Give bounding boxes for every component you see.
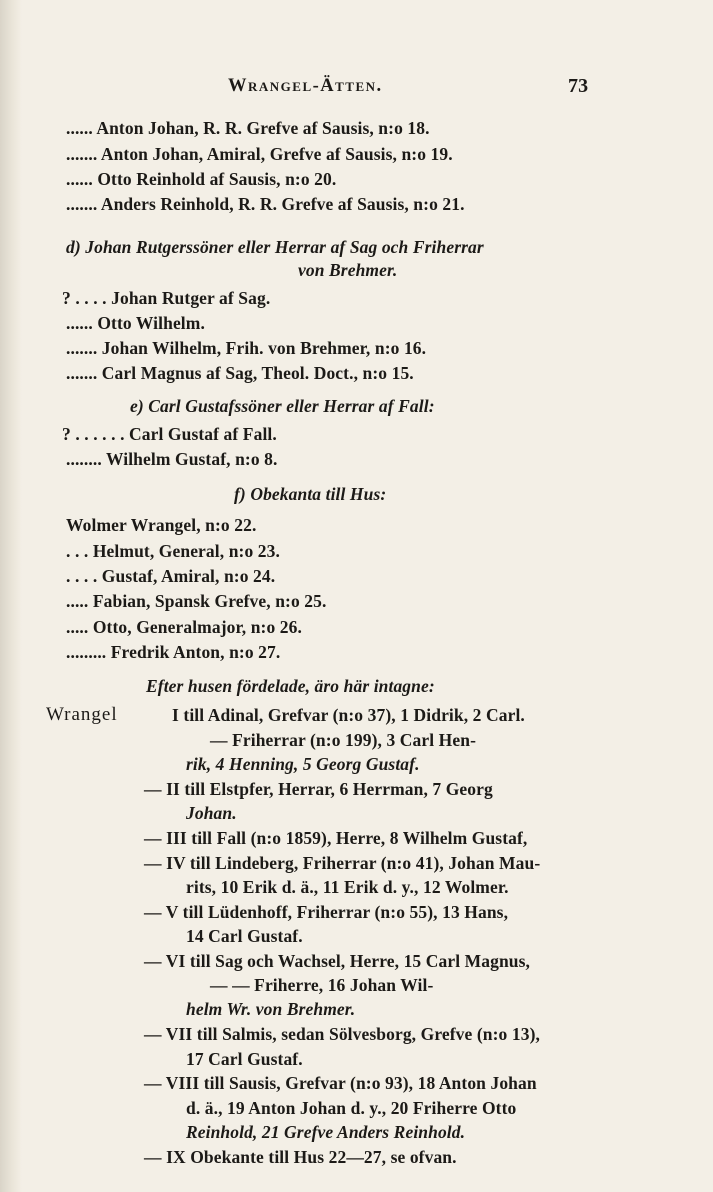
- section-heading: d) Johan Rutgerssöner eller Herrar af Sag och Friherrar: [66, 237, 484, 257]
- section-heading: f) Obekanta till Hus:: [234, 484, 387, 504]
- running-header: Wrangel-Ätten.: [228, 76, 383, 96]
- genealogy-line: . . . . Gustaf, Amiral, n:o 24.: [66, 566, 276, 586]
- appendix-line: — IX Obekante till Hus 22—27, se ofvan.: [144, 1147, 457, 1167]
- genealogy-line: ...... Otto Wilhelm.: [66, 313, 205, 333]
- appendix-line: — II till Elstpfer, Herrar, 6 Herrman, 7 Georg: [144, 779, 493, 799]
- appendix-line: — IV till Lindeberg, Friherrar (n:o 41), Johan Mau-: [144, 853, 541, 873]
- family-label: Wrangel: [46, 704, 118, 725]
- appendix-line: — V till Lüdenhoff, Friherrar (n:o 55), 13 Hans,: [144, 902, 509, 922]
- genealogy-line: . . . Helmut, General, n:o 23.: [66, 541, 280, 561]
- genealogy-line: ...... Otto Reinhold af Sausis, n:o 20.: [66, 169, 337, 189]
- appendix-line: I till Adinal, Grefvar (n:o 37), 1 Didrik, 2 Carl.: [172, 705, 525, 725]
- section-heading: von Brehmer.: [298, 260, 398, 280]
- appendix-line: — VIII till Sausis, Grefvar (n:o 93), 18 Anton Johan: [144, 1073, 537, 1093]
- section-heading: e) Carl Gustafssöner eller Herrar af Fall:: [130, 396, 435, 416]
- appendix-line: 14 Carl Gustaf.: [186, 926, 303, 946]
- appendix-line: rits, 10 Erik d. ä., 11 Erik d. y., 12 Wolmer.: [186, 877, 509, 897]
- genealogy-line: ....... Carl Magnus af Sag, Theol. Doct., n:o 15.: [66, 363, 414, 383]
- genealogy-line: ....... Anders Reinhold, R. R. Grefve af Sausis, n:o 21.: [66, 194, 465, 214]
- genealogy-line: ......... Fredrik Anton, n:o 27.: [66, 642, 281, 662]
- appendix-line: d. ä., 19 Anton Johan d. y., 20 Friherre Otto: [186, 1098, 517, 1118]
- genealogy-line: ..... Otto, Generalmajor, n:o 26.: [66, 617, 302, 637]
- appendix-heading: Efter husen fördelade, äro här intagne:: [146, 676, 435, 696]
- appendix-line: Johan.: [186, 803, 237, 823]
- appendix-line: — VI till Sag och Wachsel, Herre, 15 Carl Magnus,: [144, 951, 531, 971]
- page-number: 73: [568, 75, 589, 97]
- genealogy-line: ..... Fabian, Spansk Grefve, n:o 25.: [66, 591, 327, 611]
- appendix-line: rik, 4 Henning, 5 Georg Gustaf.: [186, 754, 420, 774]
- genealogy-line: ........ Wilhelm Gustaf, n:o 8.: [66, 449, 278, 469]
- genealogy-line: ? . . . . . . Carl Gustaf af Fall.: [62, 424, 277, 444]
- appendix-line: — III till Fall (n:o 1859), Herre, 8 Wilhelm Gustaf,: [144, 828, 528, 848]
- appendix-line: — — Friherre, 16 Johan Wil-: [210, 975, 434, 995]
- genealogy-line: ....... Anton Johan, Amiral, Grefve af Sausis, n:o 19.: [66, 144, 453, 164]
- genealogy-line: ....... Johan Wilhelm, Frih. von Brehmer, n:o 16.: [66, 338, 427, 358]
- genealogy-line: Wolmer Wrangel, n:o 22.: [66, 515, 257, 535]
- appendix-line: 17 Carl Gustaf.: [186, 1049, 303, 1069]
- genealogy-line: ? . . . . Johan Rutger af Sag.: [62, 288, 271, 308]
- appendix-line: helm Wr. von Brehmer.: [186, 999, 356, 1019]
- appendix-line: — Friherrar (n:o 199), 3 Carl Hen-: [210, 730, 477, 750]
- appendix-line: — VII till Salmis, sedan Sölvesborg, Grefve (n:o 13),: [144, 1024, 540, 1044]
- genealogy-line: ...... Anton Johan, R. R. Grefve af Sausis, n:o 18.: [66, 118, 430, 138]
- appendix-line: Reinhold, 21 Grefve Anders Reinhold.: [186, 1122, 466, 1142]
